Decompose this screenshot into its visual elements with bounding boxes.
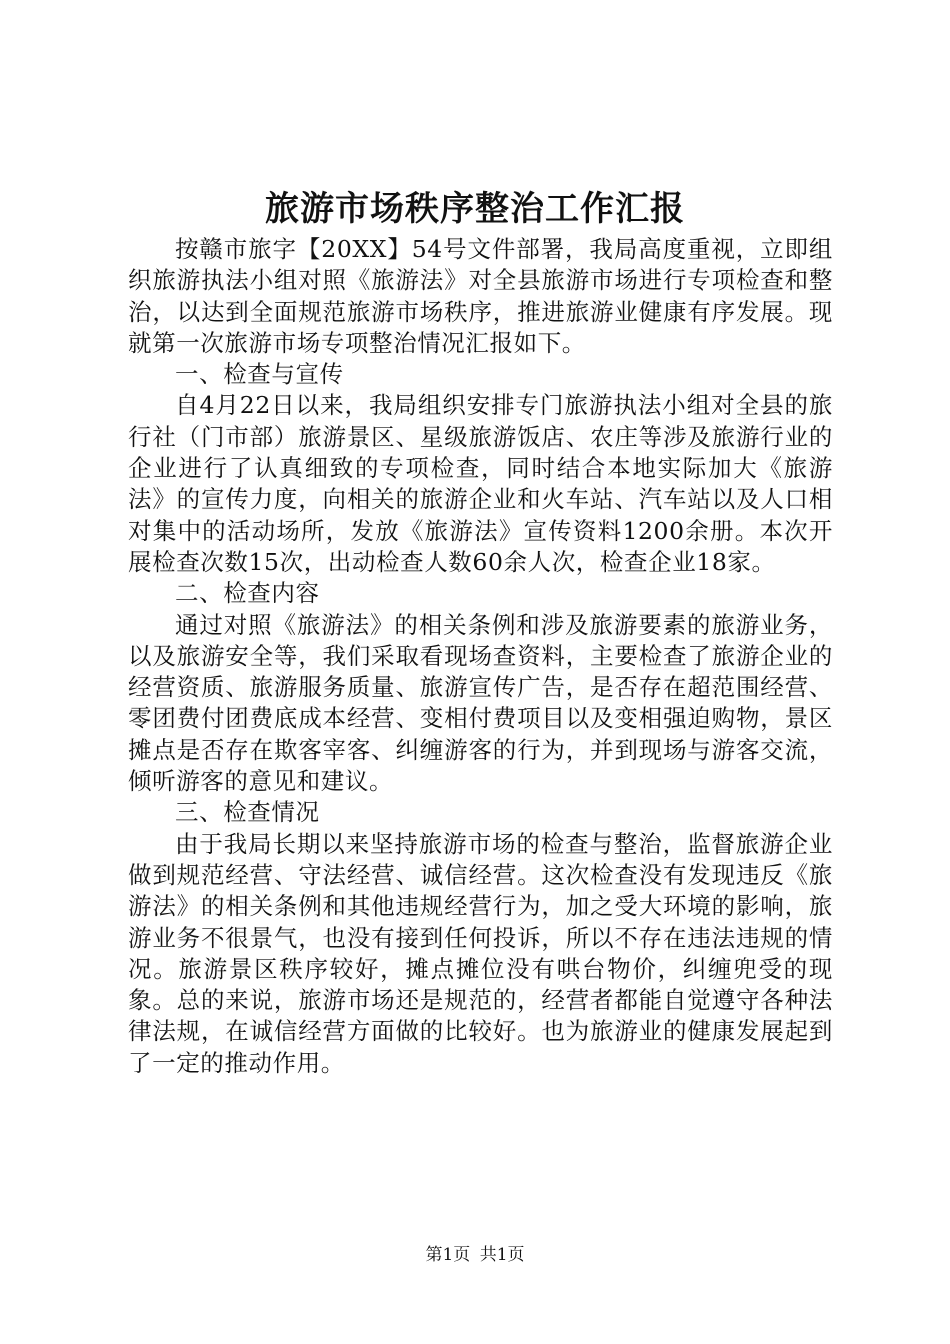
page-number: 第1页 xyxy=(425,1245,471,1265)
section-body-inspection-results: 由于我局长期以来坚持旅游市场的检查与整治，监督旅游企业做到规范经营、守法经营、诚信经营。这次检查没有发现违反《旅游法》的相关条例和其他违规经营行为，加之受大环境的影响，旅游业务不很景气，也没有接到任何投诉，所以不存在违法违规的情况。旅游景区秩序较好，摊点摊位没有哄台物价，纠缠兜受的现象。总的来说，旅游市场还是规范的，经营者都能自觉遵守各种法律法规，在诚信经营方面做的比较好。也为旅游业的健康发展起到了一定的推动作用。 xyxy=(128,829,833,1077)
document-body xyxy=(128,234,833,1079)
page-total: 共1页 xyxy=(479,1245,525,1265)
section-heading-inspection-content: 二、检查内容 xyxy=(175,579,320,608)
intro-paragraph: 按赣市旅字【20XX】54号文件部署，我局高度重视，立即组织旅游执法小组对照《旅游法》对全县旅游市场进行专项检查和整治，以达到全面规范旅游市场秩序，推进旅游业健康有序发展。现就第一次旅游市场专项整治情况汇报如下。 xyxy=(128,235,833,357)
document-title: 旅游市场秩序整治工作汇报 xyxy=(265,189,685,229)
section-heading-inspection-publicity: 一、检查与宣传 xyxy=(175,360,344,389)
section-body-inspection-publicity: 自4月22日以来，我局组织安排专门旅游执法小组对全县的旅行社（门市部）旅游景区、星级旅游饭店、农庄等涉及旅游行业的企业进行了认真细致的专项检查，同时结合本地实际加大《旅游法》的宣传力度，向相关的旅游企业和火车站、汽车站以及人口相对集中的活动场所，发放《旅游法》宣传资料1200余册。本次开展检查次数15次，出动检查人数60余人次，检查企业18家。 xyxy=(128,391,833,576)
page-footer xyxy=(0,1244,950,1266)
section-heading-inspection-results: 三、检查情况 xyxy=(175,798,320,827)
section-body-inspection-content: 通过对照《旅游法》的相关条例和涉及旅游要素的旅游业务，以及旅游安全等，我们采取看现场查资料，主要检查了旅游企业的经营资质、旅游服务质量、旅游宣传广告，是否存在超范围经营、零团费付团费底成本经营、变相付费项目以及变相强迫购物，景区摊点是否存在欺客宰客、纠缠游客的行为，并到现场与游客交流，倾听游客的意见和建议。 xyxy=(128,610,833,796)
